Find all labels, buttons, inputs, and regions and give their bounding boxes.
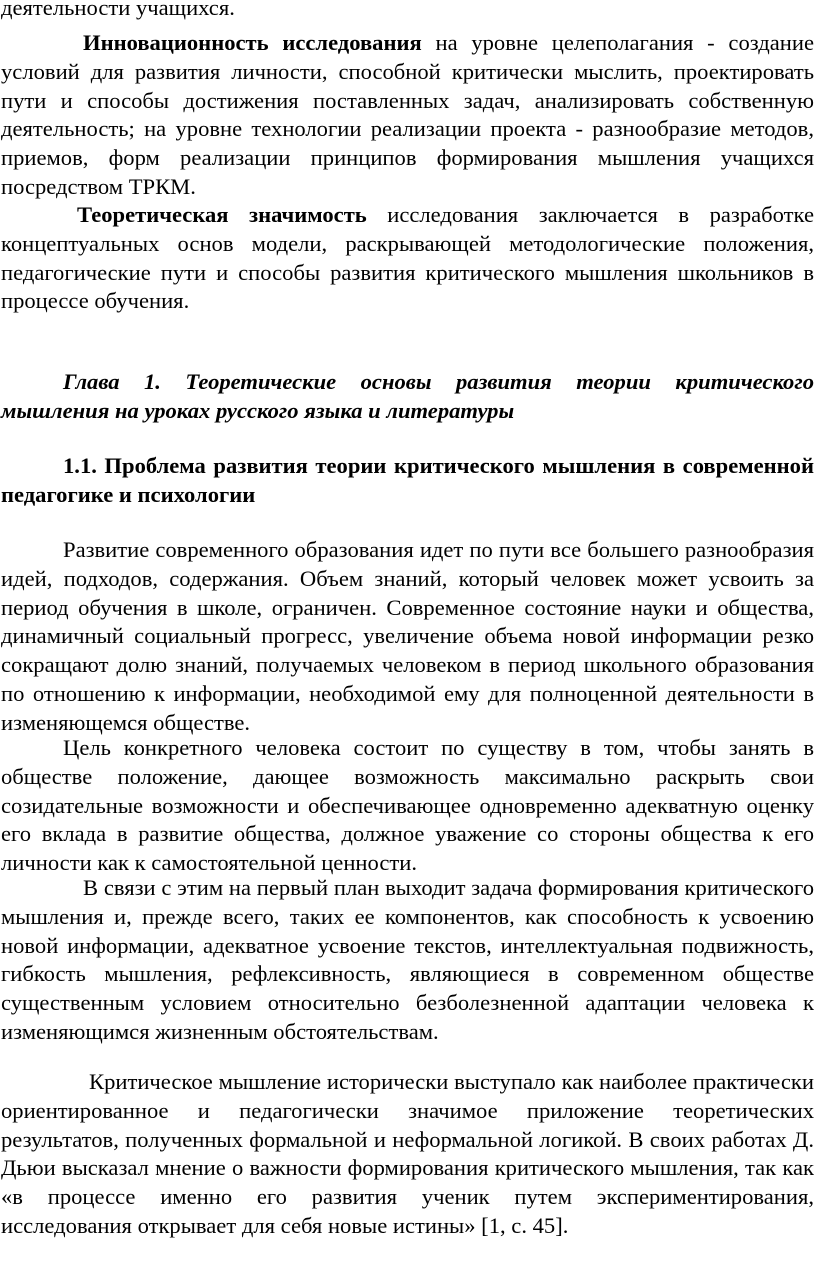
theory-text: исследования заключается в разработке концептуальных основ модели, раскрывающей методологические положения, педагогические пути и способы развития критического мышления школьников в процессе обучения. bbox=[1, 202, 814, 314]
body-paragraph-1: Развитие современного образования идет по пути все большего разнообразия идей, подходов, содержания. Объем знаний, который человек может усвоить за период обучения в школе, ограничен. Современное состояние науки и общества, динамичный социальный прогресс, увеличение объема новой информации резко сокращают долю знаний, получаемых человеком в период школьного образования по отношению к информации, необходимой ему для полноценной деятельности в изменяющемся обществе. bbox=[1, 537, 814, 735]
innovation-paragraph bbox=[1, 29, 814, 202]
theory-lead: Теоретическая значимость bbox=[77, 202, 367, 227]
body-paragraph-3: В связи с этим на первый план выходит задача формирования критического мышления и, прежде всего, таких ее компонентов, как способность к усвоению новой информации, адекватное усвоение текстов, интеллектуальная подвижность, гибкость мышления, рефлексивность, являющиеся в современном обществе существенным условием относительно безболезненной адаптации человека к изменяющимся жизненным обстоятельствам. bbox=[1, 875, 814, 1044]
body-paragraph-4: Критическое мышление исторически выступало как наиболее практически ориентированное и педагогически значимое приложение теоретических результатов, полученных формальной и неформальной логикой. В своих работах Д. Дьюи высказал мнение о важности формирования критического мышления, так как «в процессе именно его развития ученик путем экспериментирования, исследования открывает для себя новые истины» [1, с. 45]. bbox=[1, 1069, 814, 1238]
chapter-heading: Глава 1. Теоретические основы развития теории критического мышления на уроках русского языка и литературы bbox=[1, 369, 814, 423]
innovation-lead: Инновационность исследования bbox=[83, 30, 422, 55]
body-paragraph-2: Цель конкретного человека состоит по существу в том, чтобы занять в обществе положение, дающее возможность максимально раскрыть свои созидательные возможности и обеспечивающее одновременно адекватную оценку его вклада в развитие общества, должное уважение со стороны общества к его личности как к самостоятельной ценности. bbox=[1, 735, 814, 876]
section-heading: 1.1. Проблема развития теории критического мышления в современной педагогике и психологии bbox=[1, 453, 814, 507]
continuation-line: деятельности учащихся. bbox=[1, 0, 235, 20]
theory-paragraph bbox=[1, 201, 814, 316]
innovation-text: на уровне целеполагания - создание условий для развития личности, способной критически мыслить, проектировать пути и способы достижения поставленных задач, анализировать собственную деятельность; на уровне технологии реализации проекта - разнообразие методов, приемов, форм реализации принципов формирования мышления учащихся посредством ТРКМ. bbox=[1, 30, 815, 199]
